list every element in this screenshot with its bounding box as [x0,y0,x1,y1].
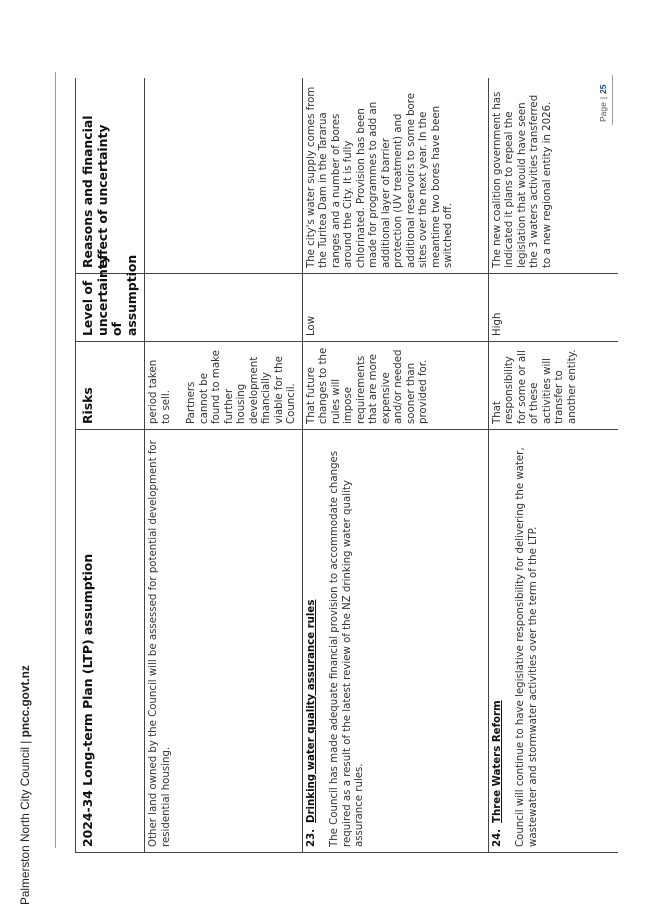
assumption-cell [145,430,303,853]
risks-cell: That responsibility for some or all of these activities will transfer to another entity. [488,342,618,430]
page-number-value: 25 [598,84,608,94]
reasons-cell: The city's water supply comes from the Turitea Dam in the Tararua ranges and a number of bores around the City. It is fully chlorinated. Provision has been made for programmes to add an additional layer of barrier protection (UV treatment) and additional reservoirs to some bore sites over the next year. In the meantime two bores have been switched off. [302,78,488,274]
risks-cell: That future changes to the rules will impose requirements that are more expensive and/or needed sooner than provided for. [302,342,488,430]
risks-text: period taken to sell. [148,359,172,424]
page-separator: | [598,96,608,100]
page-number [598,84,608,122]
assumption-title [306,435,319,847]
page-footer [18,665,32,905]
assumptions-table-wrapper [75,78,618,853]
risks-cell [145,342,303,430]
assumption-title-text: Drinking water quality assurance rules [305,599,317,823]
assumption-number: 24. [491,828,503,847]
footer-org: Palmerston North City Council [18,746,32,905]
risks-extra-text: Partners cannot be found to make further housing development financially viable for the Council. [186,350,297,424]
assumption-cell [302,430,488,853]
uncertainty-cell: High [488,274,618,342]
left-margin-rule [55,72,56,848]
page-number-rule [612,75,613,125]
assumption-text: Council will continue to have legislative responsibility for delivering the water, wastewater and stormwater activities over the term of the LTP. [515,447,539,847]
header-reasons: Reasons and financial effect of uncertainty [76,78,145,274]
table-row [488,78,618,853]
page-label: Page [598,102,608,122]
assumption-number: 23. [305,828,317,847]
header-uncertainty: Level of uncertainty of assumption [76,274,145,342]
reasons-cell: The new coalition government has indicated it plans to repeal the legislation that would have seen the 3 waters activities transferred to a new regional entity in 2026. [488,78,618,274]
assumption-cell [488,430,618,853]
header-risks: Risks [76,342,145,430]
footer-site-link[interactable]: pncc.govt.nz [18,665,32,738]
uncertainty-cell: Low [302,274,488,342]
assumption-text: Other land owned by the Council will be assessed for potential development for residential housing. [148,440,172,847]
assumptions-table [75,78,618,853]
table-header-row [76,78,145,853]
table-row [302,78,488,853]
footer-separator: | [18,740,32,744]
uncertainty-cell [145,274,303,342]
assumption-text: The Council has made adequate financial provision to accommodate changes required as a result of the latest review of the NZ drinking water quality assurance rules. [329,450,365,847]
header-assumption: 2024-34 Long-term Plan (LTP) assumption [76,430,145,853]
assumption-title [492,435,505,847]
table-row [145,78,303,853]
reasons-cell [145,78,303,274]
assumption-title-text: Three Waters Reform [491,700,503,823]
